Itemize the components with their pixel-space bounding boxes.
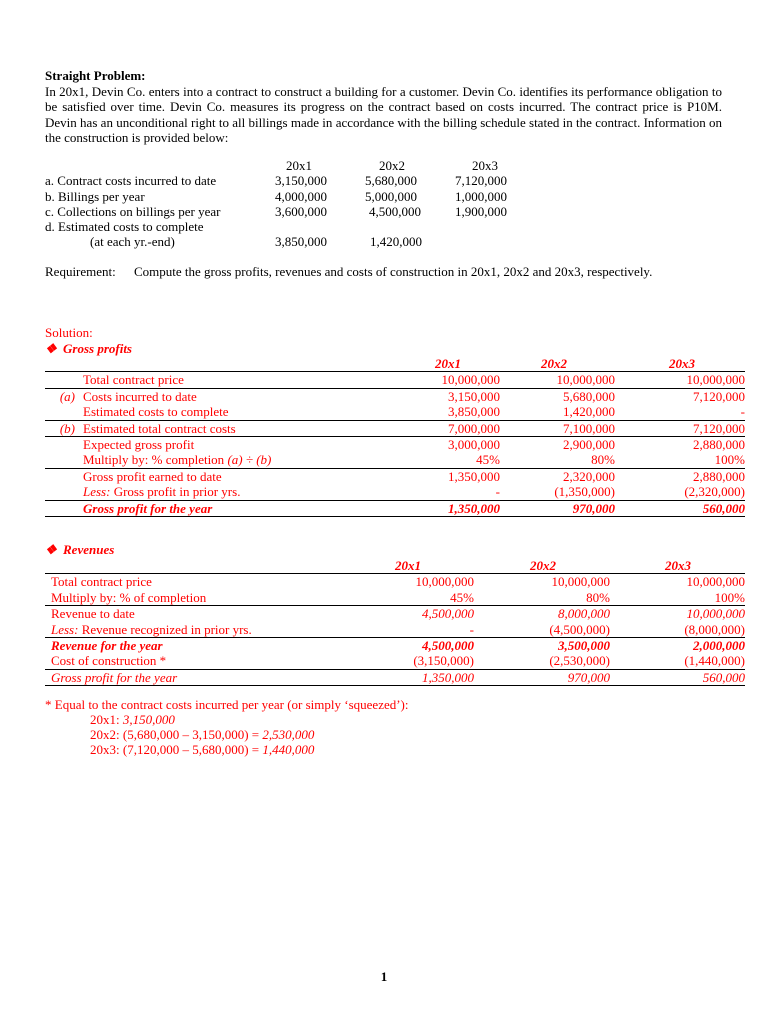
cell-value: (1,350,000) <box>554 484 615 500</box>
cell-value: (1,440,000) <box>684 653 745 669</box>
cell-value: 3,000,000 <box>365 437 500 453</box>
given-value: 3,600,000 <box>275 203 327 219</box>
given-data-table <box>45 158 525 250</box>
table-row <box>45 388 745 404</box>
row-label: Total contract price <box>83 372 365 388</box>
cell-value: 4,500,000 <box>325 638 474 654</box>
gross-profits-title <box>45 341 132 356</box>
footnote-result: 3,150,000 <box>122 712 175 727</box>
section-title-text: Revenues <box>63 542 115 557</box>
cell-value: 100% <box>714 452 745 468</box>
cell-value: 3,500,000 <box>474 638 610 654</box>
footnote-result: 1,440,000 <box>262 742 315 757</box>
row-label: Expected gross profit <box>83 437 365 453</box>
given-year-header: 20x1 <box>286 158 312 173</box>
row-label-prefix: Less: <box>51 621 79 637</box>
cell-value: 560,000 <box>610 669 745 685</box>
row-tag <box>45 372 83 388</box>
page-number: 1 <box>380 969 388 984</box>
row-label-prefix: Less: <box>83 484 111 500</box>
cell-value: 1,420,000 <box>563 404 615 420</box>
cell-value: (4,500,000) <box>549 621 610 637</box>
requirement-text: Compute the gross profits, revenues and costs of construction in 20x1, 20x2 and 20x3, respectively. <box>134 264 653 279</box>
cell-value: 45% <box>450 589 474 605</box>
row-label-text: Multiply by: % completion <box>83 452 225 468</box>
table-row <box>45 404 745 420</box>
column-header: 20x3 <box>669 356 695 371</box>
given-row <box>45 173 525 188</box>
row-label-formula: (a) ÷ (b) <box>227 452 272 468</box>
given-value: 3,150,000 <box>275 173 327 189</box>
given-year-header: 20x2 <box>379 158 405 173</box>
row-tag: (b) <box>45 420 83 436</box>
cell-value: 80% <box>586 589 610 605</box>
table-row <box>45 452 745 468</box>
row-label: Gross profit earned to date <box>83 468 365 484</box>
given-row-label: a. Contract costs incurred to date <box>45 173 217 189</box>
given-row-label: b. Billings per year <box>45 188 145 204</box>
row-label: Gross profit for the year <box>83 500 365 516</box>
gross-profits-table <box>45 356 745 517</box>
given-row <box>45 234 525 249</box>
cell-value: 45% <box>476 452 500 468</box>
cell-value: - <box>740 404 745 420</box>
given-row-label: (at each yr.-end) <box>90 234 175 250</box>
row-tag: (a) <box>45 388 83 404</box>
table-row <box>45 468 745 484</box>
row-label: Estimated costs to complete <box>83 404 229 420</box>
cell-value: (8,000,000) <box>684 621 745 637</box>
cell-value: 10,000,000 <box>610 606 745 622</box>
cell-value: 2,880,000 <box>615 468 745 484</box>
cell-value: 3,150,000 <box>365 388 500 404</box>
row-label: Cost of construction * <box>51 653 167 669</box>
cell-value: 3,850,000 <box>448 404 500 420</box>
cell-value: (2,320,000) <box>684 484 745 500</box>
table-row <box>45 574 745 590</box>
footnote-computation: 20x3: (7,120,000 – 5,680,000) = <box>90 742 263 757</box>
row-label <box>51 622 325 638</box>
problem-heading: Straight Problem: <box>45 68 146 83</box>
given-value: 1,000,000 <box>455 188 507 204</box>
solution-label: Solution: <box>45 325 93 340</box>
cell-value: 1,350,000 <box>365 468 500 484</box>
cell-value: 80% <box>591 452 615 468</box>
diamond-bullet-icon: ❖ <box>45 542 57 557</box>
row-label: Estimated total contract costs <box>83 420 365 436</box>
row-label: Total contract price <box>51 574 325 590</box>
row-label: Multiply by: % of completion <box>51 589 207 605</box>
row-label <box>83 452 365 468</box>
given-year-header: 20x3 <box>472 158 498 173</box>
diamond-bullet-icon: ❖ <box>45 341 57 356</box>
cell-value: 1,350,000 <box>325 669 474 685</box>
given-header-row <box>45 158 525 173</box>
footnote-line <box>90 727 314 742</box>
given-row-label: d. Estimated costs to complete <box>45 219 204 235</box>
cell-value: 10,000,000 <box>365 372 500 388</box>
footnote-computation: 20x1: <box>90 712 123 727</box>
cell-value: 10,000,000 <box>610 574 745 590</box>
table-row <box>45 437 745 453</box>
requirement-label: Requirement: <box>45 264 116 279</box>
given-row <box>45 219 525 234</box>
cell-value: 7,120,000 <box>615 420 745 436</box>
column-header: 20x3 <box>665 558 691 573</box>
row-label: Revenue for the year <box>51 638 325 654</box>
given-value: 5,680,000 <box>365 173 417 189</box>
cell-value: 2,880,000 <box>615 437 745 453</box>
cell-value: (2,530,000) <box>549 653 610 669</box>
row-tag <box>45 452 83 468</box>
row-tag <box>45 484 83 500</box>
table-row <box>45 420 745 436</box>
table-row <box>45 638 745 654</box>
given-row-label: c. Collections on billings per year <box>45 203 221 219</box>
table-row <box>45 606 745 622</box>
cell-value: 10,000,000 <box>615 372 745 388</box>
table-header-row <box>45 356 745 372</box>
given-value: 4,500,000 <box>369 203 421 219</box>
cell-value: 970,000 <box>500 500 615 516</box>
cell-value: 10,000,000 <box>500 372 615 388</box>
row-label-text: Revenue recognized in prior yrs. <box>81 621 252 637</box>
cell-value: - <box>495 484 500 500</box>
cell-value: 4,500,000 <box>325 606 474 622</box>
given-value: 7,120,000 <box>455 173 507 189</box>
table-header-row <box>45 558 745 574</box>
table-row <box>45 653 745 669</box>
row-tag <box>45 468 83 484</box>
problem-intro: In 20x1, Devin Co. enters into a contract to construct a building for a customer. Devin Co. identifies its performance obligation to be satisfied over time. Devin Co. measures its progress on the contract based on costs incurred. The contract price is P10M. Devin has an unconditional right to all billings made in accordance with the billing schedule stated in the contract. Information on the construction is provided below: <box>45 84 722 145</box>
cell-value: 10,000,000 <box>325 574 474 590</box>
row-tag <box>45 404 83 420</box>
column-header: 20x2 <box>541 356 567 371</box>
cell-value: 100% <box>714 589 745 605</box>
cell-value: 970,000 <box>474 669 610 685</box>
row-label <box>83 484 365 500</box>
cell-value: (3,150,000) <box>413 653 474 669</box>
given-value: 1,420,000 <box>370 234 422 250</box>
section-title-text: Gross profits <box>63 341 132 356</box>
revenues-table <box>45 558 745 686</box>
column-header: 20x1 <box>395 558 421 573</box>
footnote-text: * Equal to the contract costs incurred per year (or simply ‘squeezed’): <box>45 697 409 712</box>
cell-value: 2,900,000 <box>500 437 615 453</box>
cell-value: 1,350,000 <box>365 500 500 516</box>
table-row <box>45 622 745 638</box>
given-row <box>45 189 525 204</box>
table-row <box>45 590 745 606</box>
cell-value: 10,000,000 <box>474 574 610 590</box>
footnote-line <box>90 742 314 757</box>
row-label: Gross profit for the year <box>51 669 325 685</box>
cell-value: 8,000,000 <box>474 606 610 622</box>
given-value: 1,900,000 <box>455 203 507 219</box>
footnote-result: 2,530,000 <box>262 727 315 742</box>
row-label-text: Gross profit in prior yrs. <box>113 484 241 500</box>
revenues-title <box>45 542 114 557</box>
cell-value: 2,000,000 <box>610 638 745 654</box>
given-value: 5,000,000 <box>365 188 417 204</box>
row-label: Costs incurred to date <box>83 388 365 404</box>
table-row <box>45 484 745 500</box>
cell-value: 7,100,000 <box>500 420 615 436</box>
table-row-total <box>45 669 745 685</box>
cell-value: 7,000,000 <box>365 420 500 436</box>
given-value: 3,850,000 <box>275 234 327 250</box>
table-row-total <box>45 500 745 516</box>
row-label: Revenue to date <box>51 606 325 622</box>
column-header: 20x2 <box>530 558 556 573</box>
column-header: 20x1 <box>435 356 461 371</box>
row-tag <box>45 500 83 516</box>
cell-value: 2,320,000 <box>500 468 615 484</box>
given-value: 4,000,000 <box>275 188 327 204</box>
given-row <box>45 204 525 219</box>
row-tag <box>45 437 83 453</box>
cell-value: 7,120,000 <box>615 388 745 404</box>
table-row <box>45 372 745 388</box>
footnote-line <box>90 712 175 727</box>
cell-value: 560,000 <box>615 500 745 516</box>
footnote-computation: 20x2: (5,680,000 – 3,150,000) = <box>90 727 263 742</box>
cell-value: 5,680,000 <box>500 388 615 404</box>
cell-value: - <box>469 621 474 637</box>
